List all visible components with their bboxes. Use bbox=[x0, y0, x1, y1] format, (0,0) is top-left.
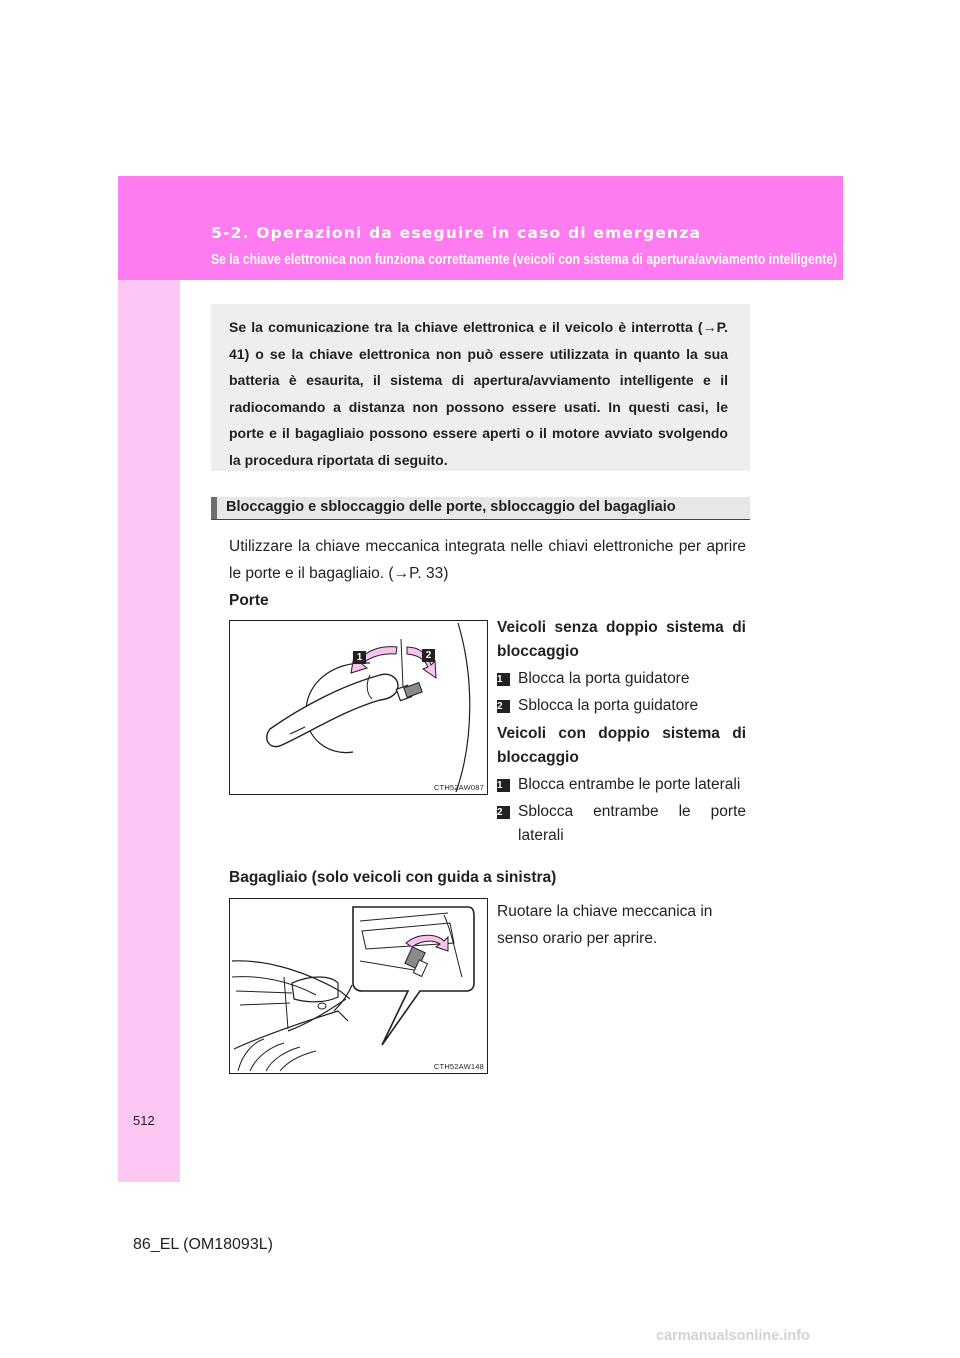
item-text: Sblocca entrambe le porte laterali bbox=[518, 803, 746, 844]
section-body: Utilizzare la chiave meccanica integrata nelle chiavi elettroniche per aprire le porte e il bagagliaio. (→P. 33) bbox=[229, 538, 746, 582]
figure-marker-2: 2 bbox=[422, 649, 435, 662]
group-title-single-lock: Veicoli senza doppio sistema di bloccaggio bbox=[497, 619, 746, 660]
trunk-instructions: Ruotare la chiave meccanica in senso orario per aprire. bbox=[497, 903, 713, 947]
trunk-lock-illustration bbox=[230, 899, 487, 1073]
page-side-strip bbox=[118, 176, 180, 1182]
figure-code: CTH52AW148 bbox=[433, 1062, 484, 1071]
list-item bbox=[497, 667, 746, 691]
doors-instructions bbox=[497, 616, 746, 848]
figure-marker-1: 1 bbox=[353, 651, 366, 664]
number-1-icon: 1 bbox=[497, 779, 510, 792]
intro-text: Se la comunicazione tra la chiave elettronica e il veicolo è interrotta (→P. 41) o se la chiave elettronica non può essere utilizzata in quanto la sua batteria è esaurita, il sistema di apertura/avviamento intelligente e il radiocomando a distanza non possono essere usati. In questi casi, le porte e il bagagliaio possono essere aperti o il motore avviato svolgendo la procedura riportata di seguito. bbox=[229, 319, 728, 468]
figure-code: CTH52AW087 bbox=[433, 783, 484, 792]
section-heading-bar bbox=[211, 497, 750, 520]
watermark: carmanualsonline.info bbox=[656, 1328, 810, 1344]
section-title: 5-2. Operazioni da eseguire in caso di emergenza bbox=[211, 224, 702, 242]
page-number: 512 bbox=[133, 1113, 155, 1128]
list-item bbox=[497, 773, 746, 797]
trunk-label: Bagagliaio (solo veicoli con guida a sinistra) bbox=[229, 869, 557, 886]
section-heading: Bloccaggio e sbloccaggio delle porte, sbloccaggio del bagagliaio bbox=[226, 499, 676, 515]
number-2-icon: 2 bbox=[497, 806, 510, 819]
item-text: Blocca entrambe le porte laterali bbox=[518, 776, 741, 793]
number-2-icon: 2 bbox=[497, 700, 510, 713]
item-text: Blocca la porta guidatore bbox=[518, 670, 690, 687]
heading-marker bbox=[211, 497, 217, 519]
door-handle-illustration bbox=[230, 621, 487, 794]
item-text: Sblocca la porta guidatore bbox=[518, 697, 699, 714]
list-item bbox=[497, 694, 746, 718]
group-title-double-lock: Veicoli con doppio sistema di bloccaggio bbox=[497, 725, 746, 766]
doors-label: Porte bbox=[229, 592, 269, 609]
door-handle-figure bbox=[229, 620, 488, 795]
list-item bbox=[497, 800, 746, 848]
trunk-lock-figure bbox=[229, 898, 488, 1074]
document-code: 86_EL (OM18093L) bbox=[133, 1236, 273, 1253]
subsection-title: Se la chiave elettronica non funziona correttamente (veicoli con sistema di apertura/avviamento intelligente) bbox=[211, 252, 838, 268]
number-1-icon: 1 bbox=[497, 673, 510, 686]
